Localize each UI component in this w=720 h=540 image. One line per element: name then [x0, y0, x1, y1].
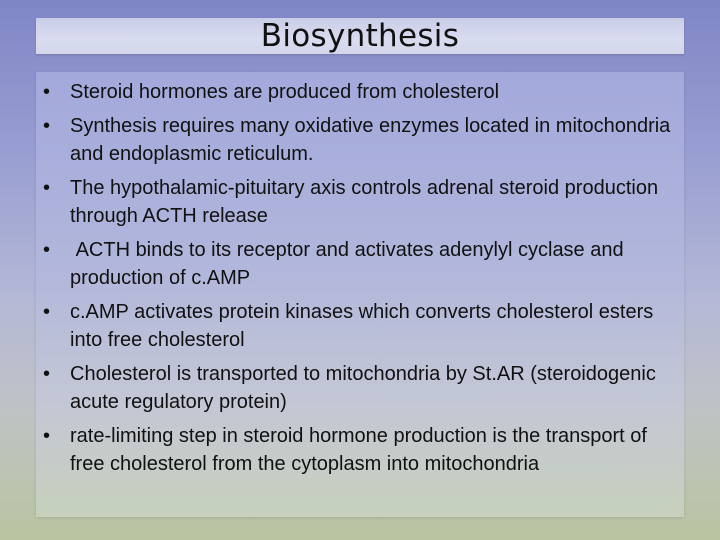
- bullet-icon: •: [43, 424, 51, 447]
- bullet-text: ACTH binds to its receptor and activates adenylyl cyclase and production of c.AMP: [70, 238, 630, 289]
- content-box: [36, 72, 684, 517]
- bullet-text: c.AMP activates protein kinases which converts cholesterol esters into free cholesterol: [70, 300, 654, 351]
- bullet-text: The hypothalamic-pituitary axis controls adrenal steroid production through ACTH release: [70, 176, 659, 227]
- bullet-item: [36, 174, 684, 231]
- title-bar: [36, 18, 684, 54]
- bullet-item: [36, 78, 684, 107]
- slide-title: Biosynthesis: [260, 18, 460, 54]
- bullet-item: [36, 422, 684, 479]
- bullet-icon: •: [43, 362, 51, 385]
- bullet-icon: •: [43, 176, 51, 199]
- bullet-text: Steroid hormones are produced from cholesterol: [70, 81, 500, 103]
- bullet-item: [36, 236, 684, 293]
- bullet-icon: •: [43, 300, 51, 323]
- bullet-item: [36, 112, 684, 169]
- bullet-icon: •: [43, 238, 51, 261]
- bullet-item: [36, 360, 684, 417]
- bullet-icon: •: [43, 81, 51, 103]
- bullet-text: Cholesterol is transported to mitochondria by St.AR (steroidogenic acute regulatory protein): [70, 362, 656, 413]
- bullet-item: [36, 298, 684, 355]
- bullet-icon: •: [43, 114, 51, 137]
- bullet-text: Synthesis requires many oxidative enzymes located in mitochondria and endoplasmic reticulum.: [70, 114, 671, 165]
- bullet-text: rate-limiting step in steroid hormone production is the transport of free cholesterol from the cytoplasm into mitochondria: [70, 424, 647, 475]
- bullet-list: [36, 72, 684, 479]
